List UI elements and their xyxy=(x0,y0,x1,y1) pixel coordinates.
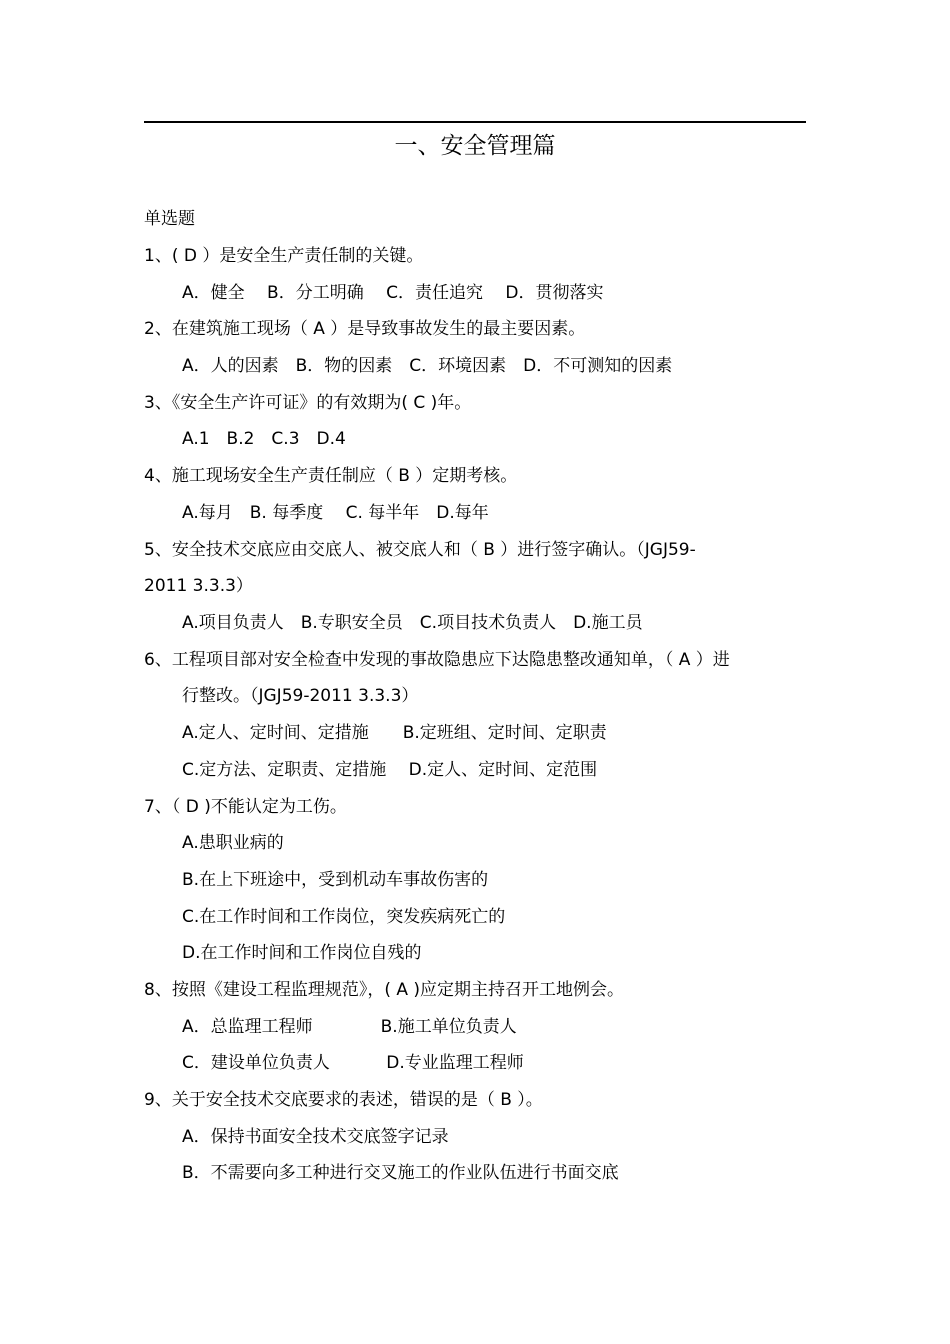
question-9: 9、关于安全技术交底要求的表述，错误的是（ B ）。 xyxy=(144,1090,543,1110)
question-7-option-c: C.在工作时间和工作岗位，突发疾病死亡的 xyxy=(182,907,506,927)
question-9-option-a: A．保持书面安全技术交底签字记录 xyxy=(182,1127,449,1147)
question-8-options-a-b: A．总监理工程师 B.施工单位负责人 xyxy=(182,1017,517,1037)
question-4: 4、施工现场安全生产责任制应（ B ）定期考核。 xyxy=(144,466,518,486)
question-4-options: A.每月 B. 每季度 C. 每半年 D.每年 xyxy=(182,503,489,523)
question-3-options: A.1 B.2 C.3 D.4 xyxy=(182,429,346,449)
question-9-option-b: B．不需要向多工种进行交叉施工的作业队伍进行书面交底 xyxy=(182,1163,619,1183)
question-7-option-b: B.在上下班途中，受到机动车事故伤害的 xyxy=(182,870,489,890)
question-6-continued: 行整改。（JGJ59-2011 3.3.3） xyxy=(182,686,419,706)
question-5: 5、安全技术交底应由交底人、被交底人和（ B ）进行签字确认。（JGJ59- xyxy=(144,540,696,560)
question-1-options: A．健全 B．分工明确 C．责任追究 D．贯彻落实 xyxy=(182,283,604,303)
question-7-option-a: A.患职业病的 xyxy=(182,833,284,853)
question-7: 7、（ D )不能认定为工伤。 xyxy=(144,797,347,817)
question-6: 6、工程项目部对安全检查中发现的事故隐患应下达隐患整改通知单，（ A ）进 xyxy=(144,650,730,670)
page-title: 一、安全管理篇 xyxy=(394,133,556,159)
question-3: 3、《安全生产许可证》的有效期为( C )年。 xyxy=(144,393,472,413)
question-6-options-c-d: C.定方法、定职责、定措施 D.定人、定时间、定范围 xyxy=(182,760,598,780)
question-8-options-c-d: C．建设单位负责人 D.专业监理工程师 xyxy=(182,1053,524,1073)
question-2: 2、在建筑施工现场（ A ）是导致事故发生的最主要因素。 xyxy=(144,319,586,339)
question-7-option-d: D.在工作时间和工作岗位自残的 xyxy=(182,943,422,963)
question-8: 8、按照《建设工程监理规范》，( A )应定期主持召开工地例会。 xyxy=(144,980,625,1000)
question-6-options-a-b: A.定人、定时间、定措施 B.定班组、定时间、定职责 xyxy=(182,723,607,743)
question-2-options: A．人的因素 B．物的因素 C．环境因素 D．不可测知的因素 xyxy=(182,356,673,376)
header-rule xyxy=(144,121,806,123)
section-heading: 单选题 xyxy=(144,209,195,229)
question-1: 1、( D ）是安全生产责任制的关键。 xyxy=(144,246,424,266)
question-5-continued: 2011 3.3.3） xyxy=(144,576,253,596)
question-5-options: A.项目负责人 B.专职安全员 C.项目技术负责人 D.施工员 xyxy=(182,613,643,633)
